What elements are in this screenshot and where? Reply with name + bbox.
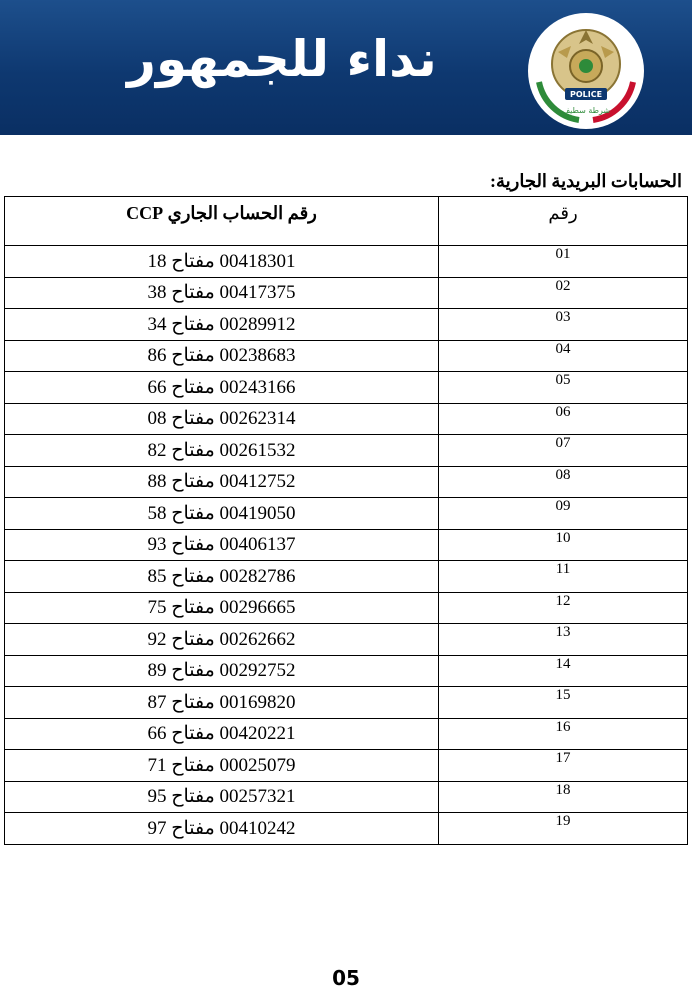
table-row bbox=[5, 624, 688, 656]
table-row bbox=[5, 435, 688, 467]
emblem-police-text: POLICE bbox=[569, 90, 603, 99]
row-number: 17 bbox=[439, 750, 688, 782]
table-row bbox=[5, 781, 688, 813]
row-account: 00243166 مفتاح 66 bbox=[5, 372, 439, 404]
table-row bbox=[5, 277, 688, 309]
row-number: 15 bbox=[439, 687, 688, 719]
row-number: 16 bbox=[439, 718, 688, 750]
table-row bbox=[5, 309, 688, 341]
row-number: 02 bbox=[439, 277, 688, 309]
row-account: 00420221 مفتاح 66 bbox=[5, 718, 439, 750]
table-row bbox=[5, 813, 688, 845]
table-row bbox=[5, 403, 688, 435]
row-account: 00262314 مفتاح 08 bbox=[5, 403, 439, 435]
ccp-accounts-table bbox=[4, 196, 688, 845]
row-account: 00419050 مفتاح 58 bbox=[5, 498, 439, 530]
table-row bbox=[5, 561, 688, 593]
table-row bbox=[5, 750, 688, 782]
table-row bbox=[5, 498, 688, 530]
table-row bbox=[5, 340, 688, 372]
row-number: 10 bbox=[439, 529, 688, 561]
row-number: 01 bbox=[439, 246, 688, 278]
police-emblem-icon bbox=[527, 12, 645, 130]
row-number: 04 bbox=[439, 340, 688, 372]
row-account: 00418301 مفتاح 18 bbox=[5, 246, 439, 278]
row-account: 00412752 مفتاح 88 bbox=[5, 466, 439, 498]
row-number: 13 bbox=[439, 624, 688, 656]
row-account: 00169820 مفتاح 87 bbox=[5, 687, 439, 719]
row-account: 00289912 مفتاح 34 bbox=[5, 309, 439, 341]
table-row bbox=[5, 372, 688, 404]
table-row bbox=[5, 718, 688, 750]
table-row bbox=[5, 466, 688, 498]
row-number: 09 bbox=[439, 498, 688, 530]
table-row bbox=[5, 655, 688, 687]
table-header-row bbox=[5, 197, 688, 246]
row-number: 07 bbox=[439, 435, 688, 467]
row-number: 12 bbox=[439, 592, 688, 624]
row-number: 14 bbox=[439, 655, 688, 687]
row-number: 06 bbox=[439, 403, 688, 435]
row-number: 03 bbox=[439, 309, 688, 341]
row-account: 00261532 مفتاح 82 bbox=[5, 435, 439, 467]
table-row bbox=[5, 592, 688, 624]
row-number: 05 bbox=[439, 372, 688, 404]
row-number: 18 bbox=[439, 781, 688, 813]
header-account: رقم الحساب الجاري CCP bbox=[5, 197, 439, 246]
row-account: 00292752 مفتاح 89 bbox=[5, 655, 439, 687]
row-account: 00257321 مفتاح 95 bbox=[5, 781, 439, 813]
row-account: 00417375 مفتاح 38 bbox=[5, 277, 439, 309]
row-account: 00025079 مفتاح 71 bbox=[5, 750, 439, 782]
row-account: 00262662 مفتاح 92 bbox=[5, 624, 439, 656]
row-account: 00282786 مفتاح 85 bbox=[5, 561, 439, 593]
row-number: 08 bbox=[439, 466, 688, 498]
table-row bbox=[5, 687, 688, 719]
table-body bbox=[5, 246, 688, 845]
row-account: 00406137 مفتاح 93 bbox=[5, 529, 439, 561]
table-row bbox=[5, 246, 688, 278]
row-number: 11 bbox=[439, 561, 688, 593]
page-number: 05 bbox=[332, 966, 360, 990]
row-account: 00410242 مفتاح 97 bbox=[5, 813, 439, 845]
banner-title: نداء للجمهور bbox=[127, 30, 437, 88]
table-row bbox=[5, 529, 688, 561]
row-account: 00296665 مفتاح 75 bbox=[5, 592, 439, 624]
section-heading: الحسابات البريدية الجارية: bbox=[490, 171, 682, 191]
header-banner bbox=[0, 0, 692, 135]
emblem-caption: شرطة سطيف bbox=[561, 106, 611, 115]
row-account: 00238683 مفتاح 86 bbox=[5, 340, 439, 372]
row-number: 19 bbox=[439, 813, 688, 845]
header-number: رقم bbox=[439, 197, 688, 246]
